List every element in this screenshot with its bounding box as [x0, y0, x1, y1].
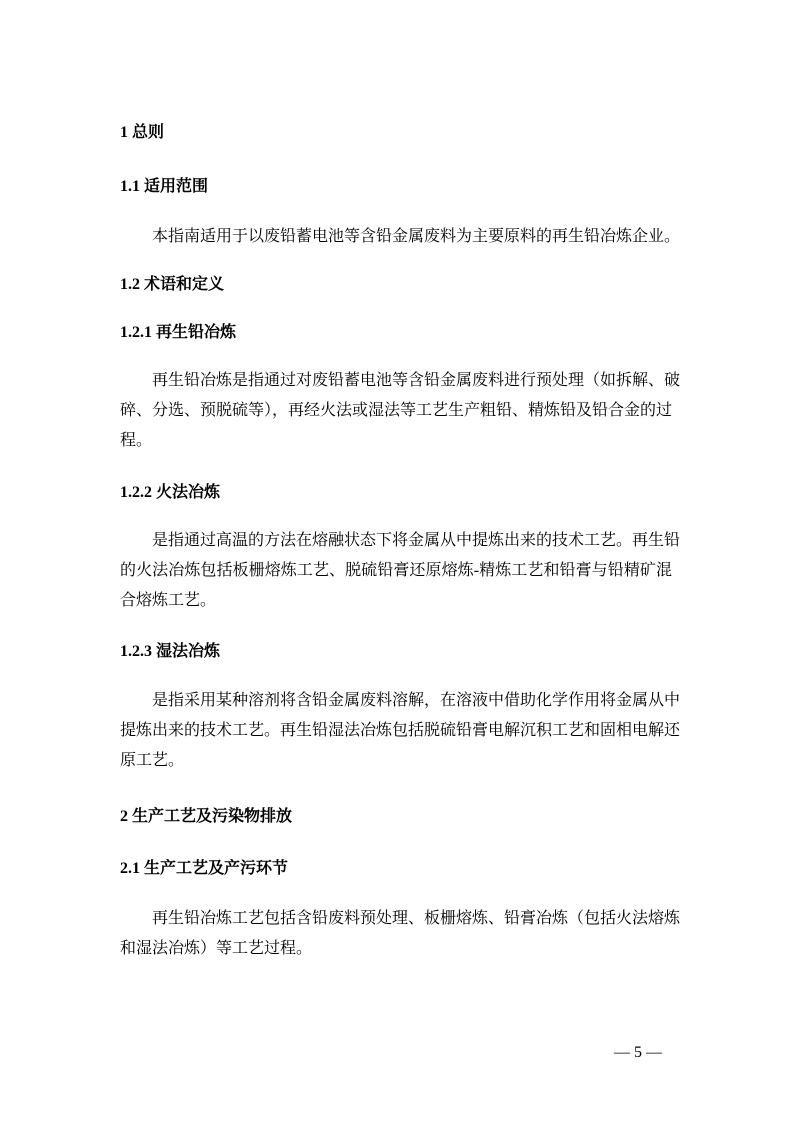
heading-1-2-3: 1.2.3 湿法冶炼 [120, 643, 221, 660]
heading-1-2-2: 1.2.2 火法冶炼 [120, 484, 221, 501]
paragraph-line: 原工艺。 [120, 752, 185, 769]
paragraph: 本指南适用于以废铅蓄电池等含铅金属废料为主要原料的再生铅冶炼企业。 [152, 228, 681, 245]
heading-1-2-1: 1.2.1 再生铅冶炼 [120, 324, 237, 341]
paragraph-line: 合熔炼工艺。 [120, 592, 217, 609]
paragraph-line: 程。 [120, 432, 153, 449]
paragraph-line: 是指通过高温的方法在熔融状态下将金属从中提炼出来的技术工艺。再生铅 [152, 532, 681, 549]
heading-1-2: 1.2 术语和定义 [120, 276, 225, 293]
paragraph-line: 再生铅冶炼是指通过对废铅蓄电池等含铅金属废料进行预处理（如拆解、破 [152, 372, 681, 389]
paragraph-line: 碎、分选、预脱硫等），再经火法或湿法等工艺生产粗铅、精炼铅及铅合金的过 [120, 402, 673, 419]
paragraph-line: 再生铅冶炼工艺包括含铅废料预处理、板栅熔炼、铅膏冶炼（包括火法熔炼 [152, 910, 681, 927]
paragraph-line: 是指采用某种溶剂将含铅金属废料溶解，在溶液中借助化学作用将金属从中 [152, 692, 681, 709]
heading-1: 1 总则 [120, 124, 165, 141]
paragraph-line: 的火法冶炼包括板栅熔炼工艺、脱硫铅膏还原熔炼-精炼工艺和铅膏与铅精矿混 [120, 562, 672, 579]
heading-1-1: 1.1 适用范围 [120, 178, 209, 195]
heading-2-1: 2.1 生产工艺及产污环节 [120, 860, 289, 877]
page-number: — 5 — [614, 1044, 662, 1061]
paragraph-line: 提炼出来的技术工艺。再生铅湿法冶炼包括脱硫铅膏电解沉积工艺和固相电解还 [120, 722, 681, 739]
paragraph-line: 和湿法冶炼）等工艺过程。 [120, 940, 313, 957]
heading-2: 2 生产工艺及污染物排放 [120, 808, 293, 825]
